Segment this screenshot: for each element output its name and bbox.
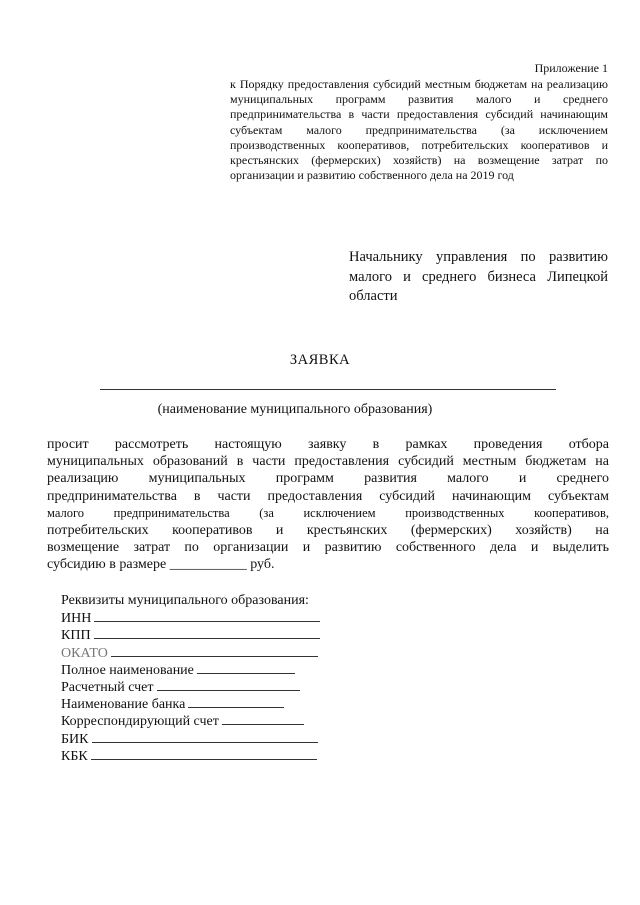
requisite-row-bik xyxy=(61,730,361,747)
request-line: потребительских кооперативов и крестьянских (фермерских) хозяйств) на xyxy=(47,523,609,539)
requisite-label: Полное наименование xyxy=(61,662,194,678)
request-line: возмещение затрат по организации и развитию собственного дела и выделить xyxy=(47,540,609,556)
municipality-name-blank xyxy=(100,389,556,390)
request-line: предпринимательства в части предоставления субсидий начинающим субъектам xyxy=(47,488,609,504)
requisite-row-account xyxy=(61,678,361,695)
account-blank xyxy=(157,678,300,691)
request-line: просит рассмотреть настоящую заявку в рамках проведения отбора xyxy=(47,437,609,452)
requisite-row-okato xyxy=(61,644,361,661)
full-name-blank xyxy=(197,661,295,674)
requisite-row-bank xyxy=(61,695,361,712)
request-line: реализацию муниципальных программ развития малого и среднего xyxy=(47,471,609,487)
document-title: ЗАЯВКА xyxy=(289,352,351,368)
requisites-block xyxy=(61,592,361,764)
requisite-row-inn xyxy=(61,609,361,626)
addressee-block: Начальнику управления по развитию малого и среднего бизнеса Липецкой области xyxy=(349,249,608,304)
bank-blank xyxy=(188,695,284,708)
kbk-blank xyxy=(91,747,317,760)
request-line: субсидию в размере ___________ руб. xyxy=(47,557,275,573)
inn-blank xyxy=(94,609,320,622)
requisite-label: КБК xyxy=(61,748,88,764)
requisite-label: ОКАТО xyxy=(61,645,108,661)
requisite-label: КПП xyxy=(61,628,91,644)
municipality-name-caption: (наименование муниципального образования) xyxy=(157,402,433,417)
requisite-row-full-name xyxy=(61,661,361,678)
requisite-row-kbk xyxy=(61,747,361,764)
requisite-row-kpp xyxy=(61,626,361,643)
kpp-blank xyxy=(94,626,320,639)
okato-blank xyxy=(111,644,318,657)
corr-account-blank xyxy=(222,712,304,725)
requisites-heading: Реквизиты муниципального образования: xyxy=(61,593,309,608)
appendix-title: Приложение 1 xyxy=(534,61,608,75)
request-text xyxy=(47,436,609,574)
requisite-label: ИНН xyxy=(61,611,92,627)
bik-blank xyxy=(92,730,318,743)
request-line: муниципальных образований в части предоставления субсидий местным бюджетам на xyxy=(47,454,609,470)
requisite-row-corr-account xyxy=(61,712,361,729)
requisite-label: Расчетный счет xyxy=(61,679,154,695)
request-line: малого предпринимательства (за исключением производственных кооперативов, xyxy=(47,505,609,520)
requisite-label: Корреспондирующий счет xyxy=(61,714,219,730)
requisite-label: Наименование банка xyxy=(61,697,186,713)
appendix-text: к Порядку предоставления субсидий местным бюджетам на реализацию муниципальных программ развития малого и среднего предпринимательства в части предоставления субсидий начинающим субъектам малого предпринимательства (за исключением производственных кооперативов, потребительских кооперативов и крестьянских (фермерских) хозяйств) на возмещение затрат по организации и развитию собственного дела на 2019 год xyxy=(230,77,608,183)
requisite-label: БИК xyxy=(61,731,89,747)
